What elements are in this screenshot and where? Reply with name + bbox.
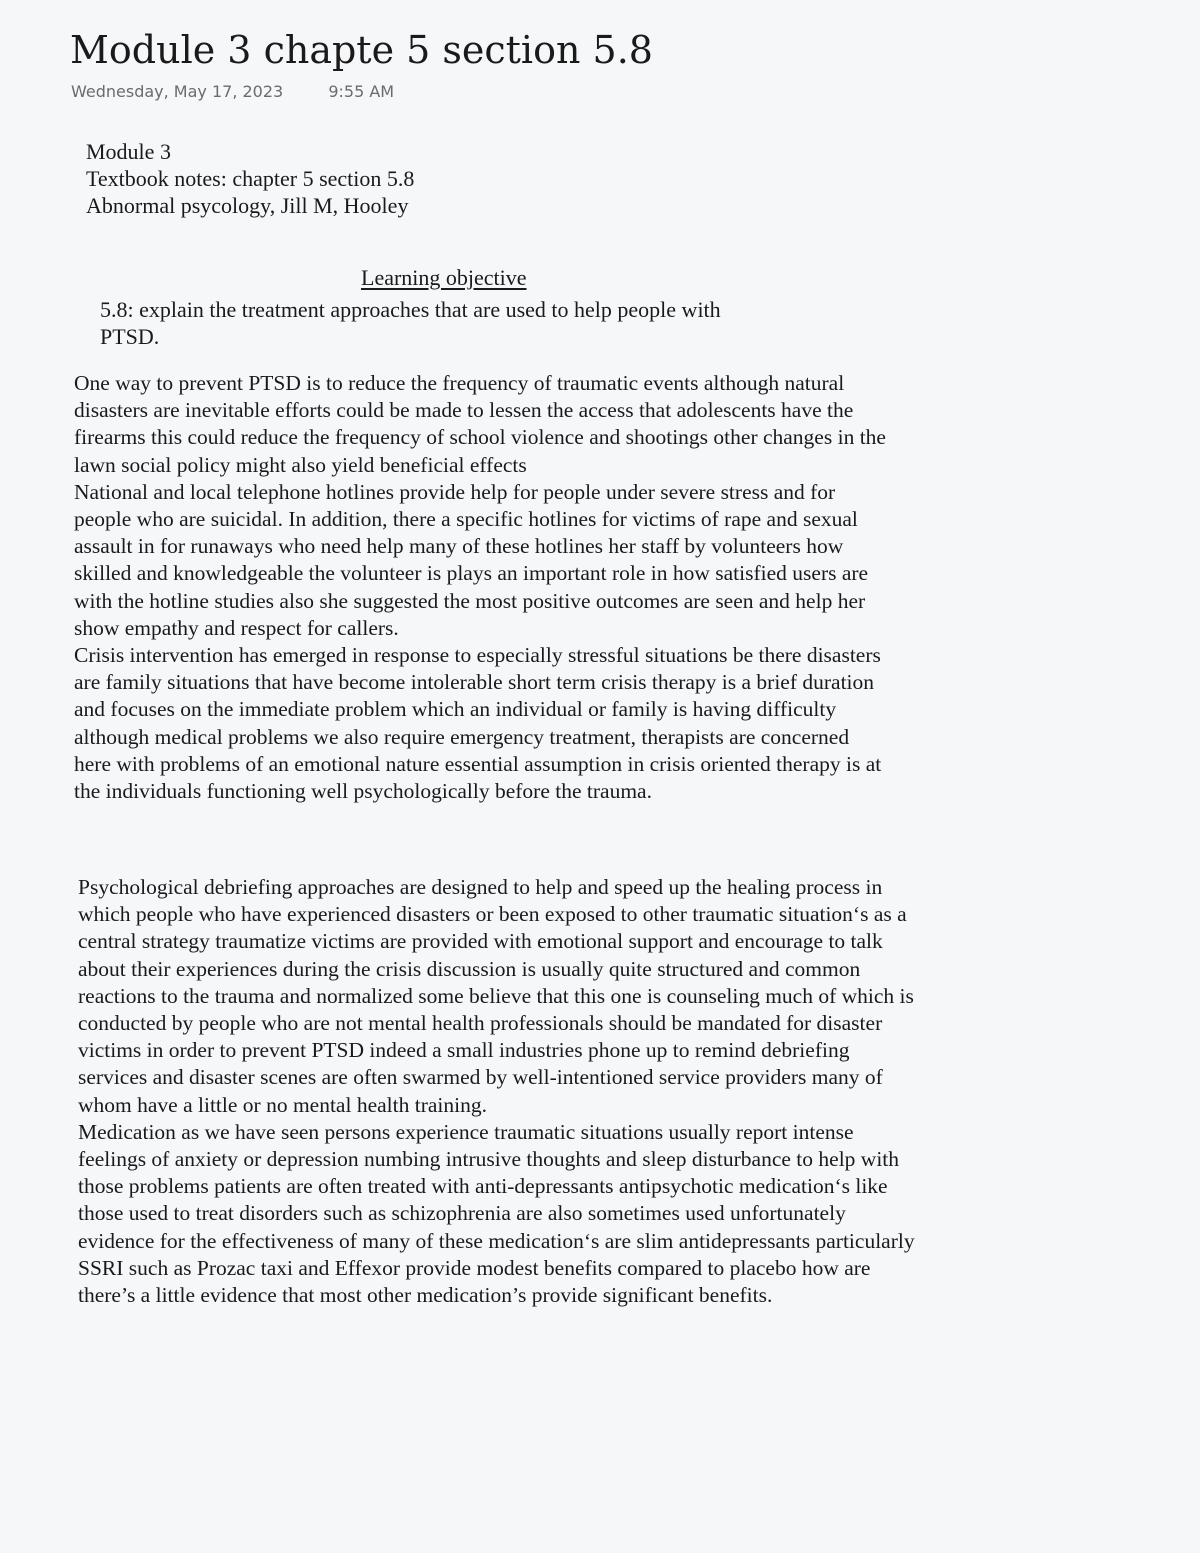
text-line: the individuals functioning well psychologically before the trauma.: [74, 779, 652, 804]
learning-objective-line: PTSD.: [100, 324, 160, 349]
text-line: about their experiences during the crisis discussion is usually quite structured and common: [78, 956, 861, 981]
text-line: central strategy traumatize victims are provided with emotional support and encourage to talk: [78, 929, 883, 954]
page-title[interactable]: Module 3 chapte 5 section 5.8: [70, 28, 653, 72]
text-line: Medication as we have seen persons experience traumatic situations usually report intense: [78, 1119, 854, 1144]
text-line: conducted by people who are not mental health professionals should be mandated for disaster: [78, 1011, 883, 1036]
header-line-author: Abnormal psycology, Jill M, Hooley: [86, 193, 409, 218]
text-line: show empathy and respect for callers.: [74, 615, 399, 640]
text-line: although medical problems we also require emergency treatment, therapists are concerned: [74, 724, 850, 749]
note-text-block-debriefing[interactable]: [78, 874, 915, 1309]
text-line: lawn social policy might also yield beneficial effects: [74, 452, 527, 477]
text-line: with the hotline studies also she suggested the most positive outcomes are seen and help her: [74, 588, 866, 613]
text-line: reactions to the trauma and normalized some believe that this one is counseling much of which is: [78, 983, 914, 1008]
learning-objective-heading: Learning objective: [361, 265, 527, 290]
header-line-textbook: Textbook notes: chapter 5 section 5.8: [86, 166, 415, 191]
text-line: and focuses on the immediate problem which an individual or family is having difficulty: [74, 697, 837, 722]
text-line: those used to treat disorders such as schizophrenia are also sometimes used unfortunately: [78, 1201, 846, 1226]
note-text-block-prevention[interactable]: [74, 370, 886, 805]
text-line: Psychological debriefing approaches are designed to help and speed up the healing process in: [78, 875, 883, 899]
learning-objective-line: 5.8: explain the treatment approaches that are used to help people with: [100, 297, 721, 322]
text-line: assault in for runaways who need help many of these hotlines her staff by volunteers how: [74, 534, 844, 559]
note-header-block[interactable]: [86, 138, 414, 219]
text-line: skilled and knowledgeable the volunteer is plays an important role in how satisfied users are: [74, 561, 869, 586]
text-line: which people who have experienced disasters or been exposed to other traumatic situation‘s as a: [78, 902, 907, 927]
text-line: there’s a little evidence that most other medication’s provide significant benefits.: [78, 1283, 773, 1308]
text-line: services and disaster scenes are often swarmed by well-intentioned service providers many of: [78, 1065, 883, 1090]
text-line: people who are suicidal. In addition, there a specific hotlines for victims of rape and sexual: [74, 507, 858, 532]
text-line: disasters are inevitable efforts could be made to lessen the access that adolescents have the: [74, 398, 854, 423]
text-line: here with problems of an emotional nature essential assumption in crisis oriented therapy is at: [74, 751, 882, 776]
text-line: Crisis intervention has emerged in response to especially stressful situations be there disasters: [74, 643, 881, 668]
text-line: evidence for the effectiveness of many of these medication‘s are slim antidepressants particularly: [78, 1228, 915, 1253]
text-line: feelings of anxiety or depression numbing intrusive thoughts and sleep disturbance to help with: [78, 1147, 900, 1172]
note-time: 9:55 AM: [328, 82, 395, 101]
text-line: One way to prevent PTSD is to reduce the frequency of traumatic events although natural: [74, 371, 845, 395]
text-line: whom have a little or no mental health training.: [78, 1092, 487, 1117]
text-line: those problems patients are often treated with anti-depressants antipsychotic medication‘s like: [78, 1174, 888, 1199]
text-line: are family situations that have become intolerable short term crisis therapy is a brief duration: [74, 670, 875, 695]
learning-objective-text[interactable]: [100, 296, 800, 350]
note-date: Wednesday, May 17, 2023: [71, 82, 284, 101]
text-line: SSRI such as Prozac taxi and Effexor provide modest benefits compared to placebo how are: [78, 1255, 871, 1280]
note-timestamp: [71, 81, 394, 103]
header-line-module: Module 3: [86, 139, 171, 164]
text-line: firearms this could reduce the frequency of school violence and shootings other changes in the: [74, 425, 886, 450]
text-line: victims in order to prevent PTSD indeed a small industries phone up to remind debriefing: [78, 1038, 850, 1063]
text-line: National and local telephone hotlines provide help for people under severe stress and for: [74, 479, 836, 504]
